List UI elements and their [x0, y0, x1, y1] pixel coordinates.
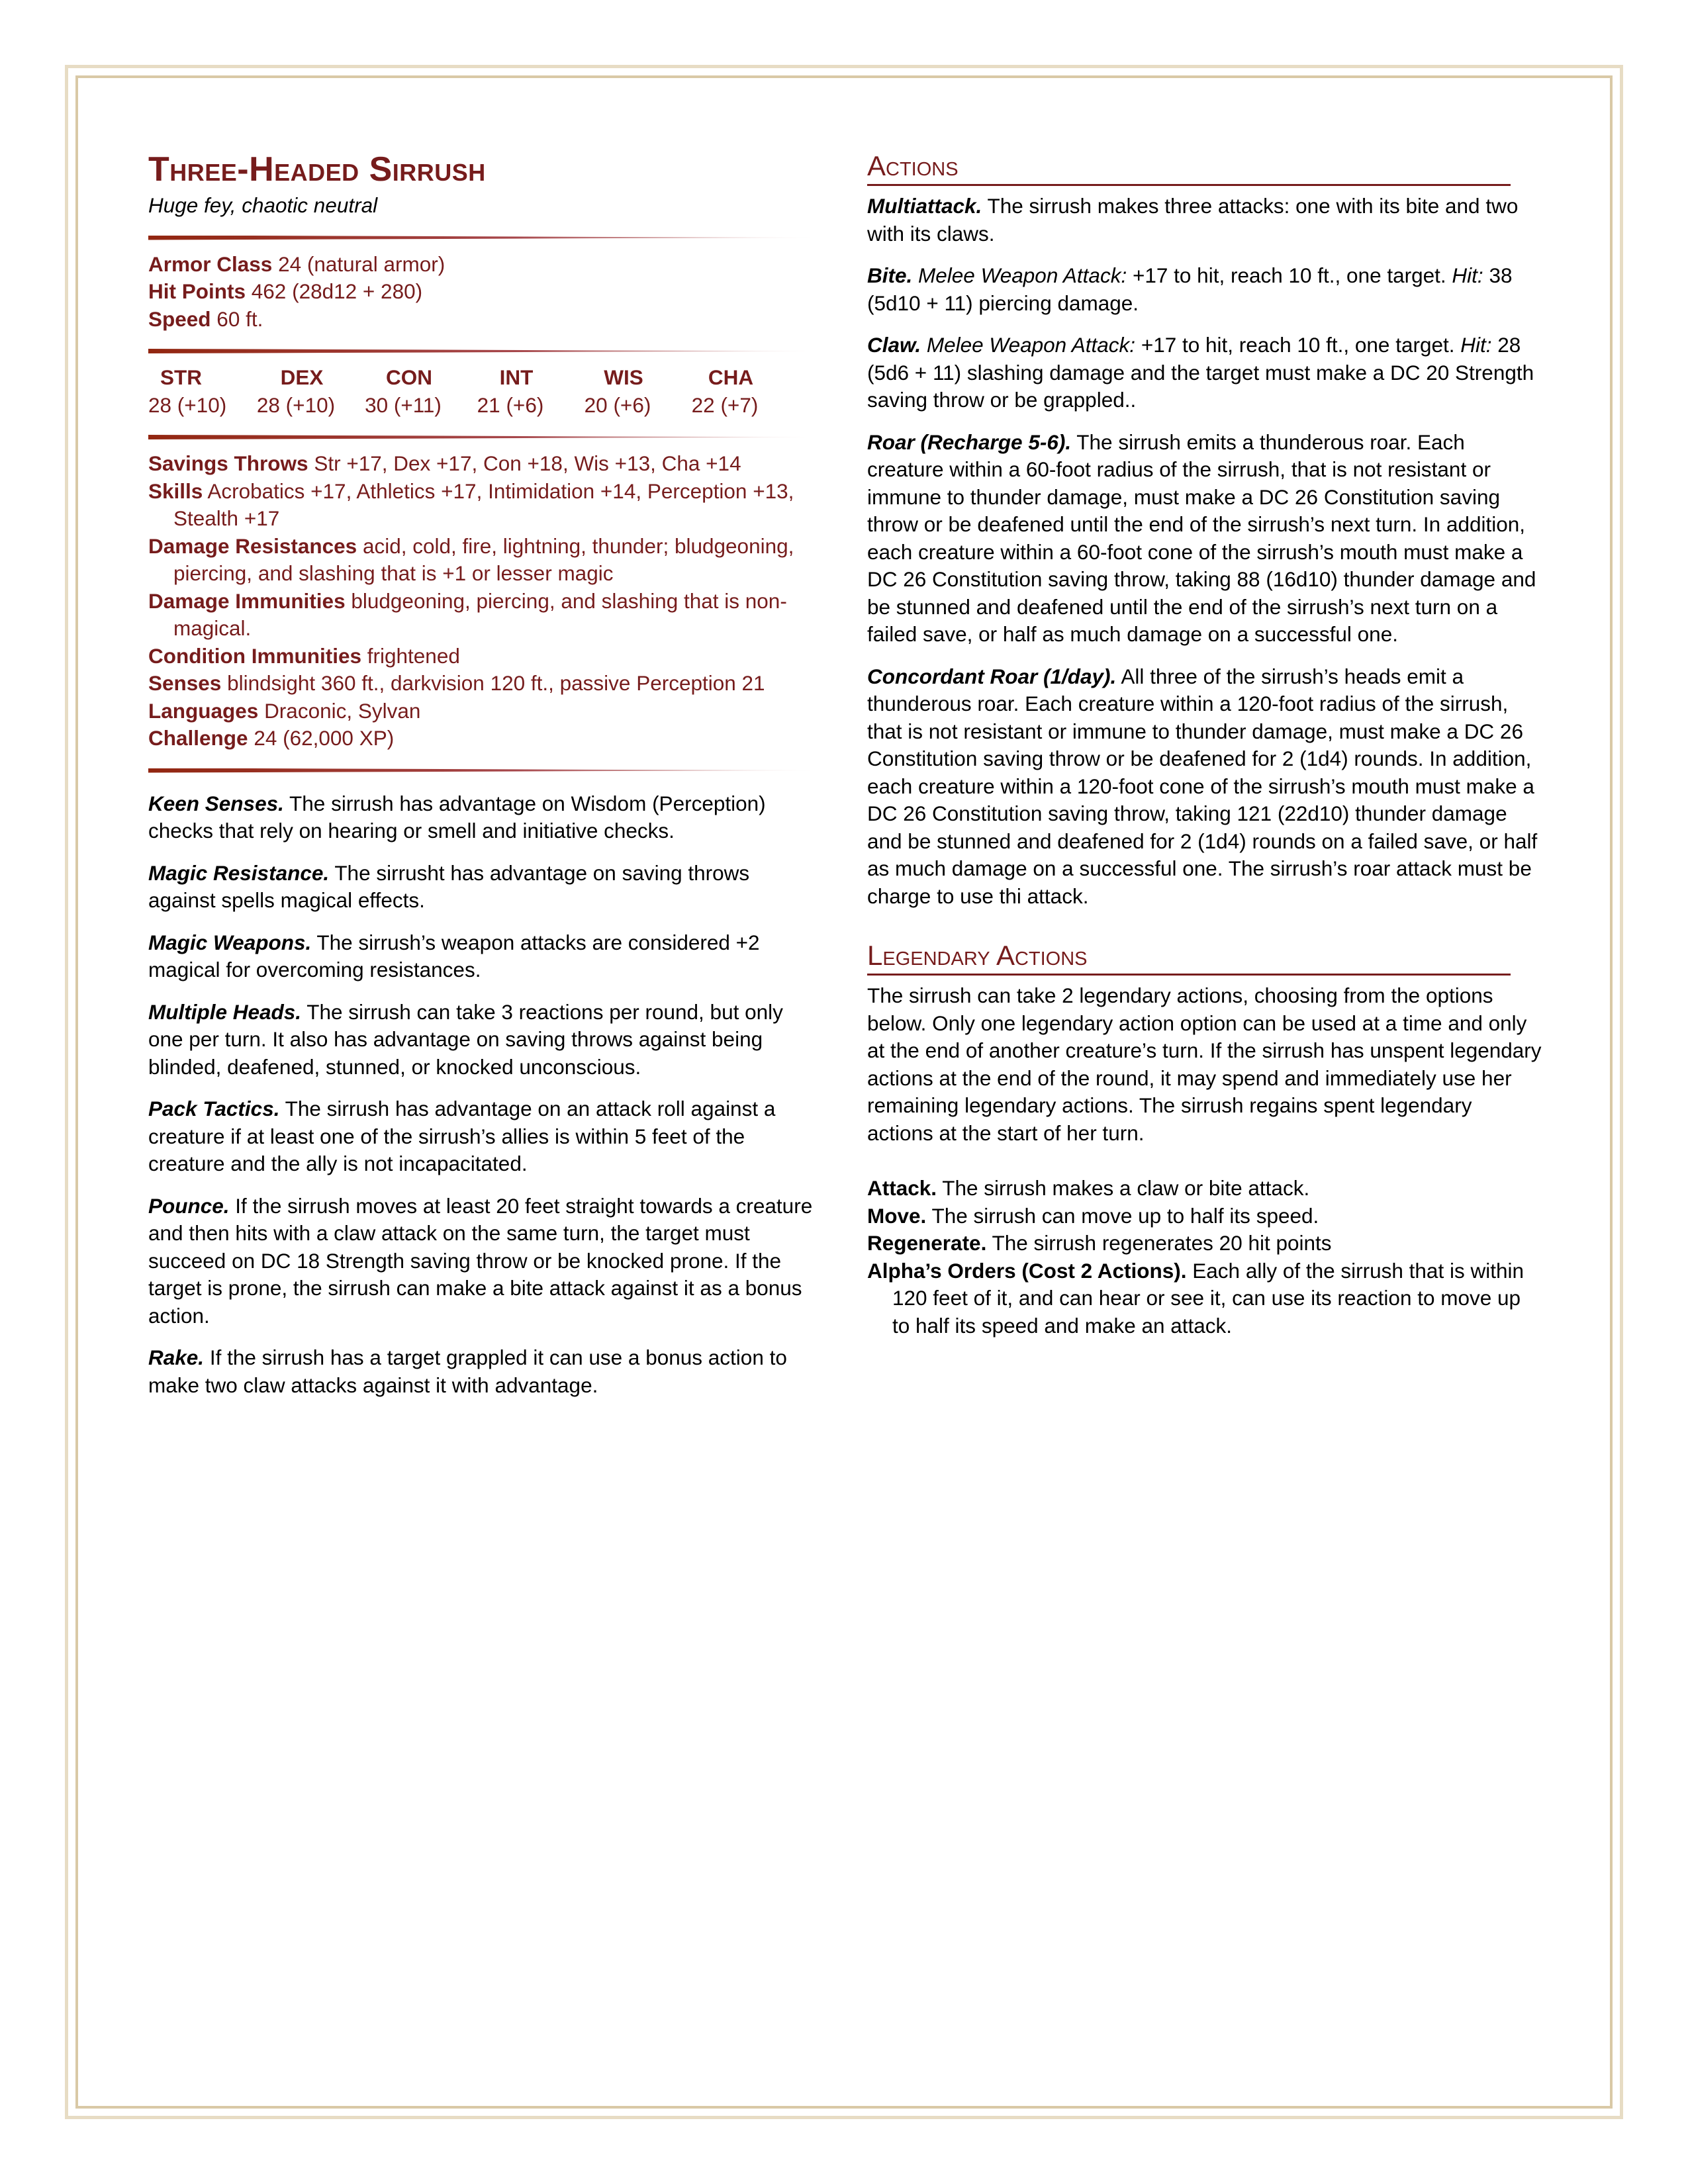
languages: Languages Draconic, Sylvan: [148, 698, 421, 723]
ability-dex: DEX 28 (+10): [256, 365, 336, 417]
tapered-rule: [148, 435, 814, 439]
ability-con: CON 30 (+11): [365, 365, 442, 417]
legendary-action-alphas-orders: Alpha’s Orders (Cost 2 Actions). Each ally of the sirrush that is within 120 feet of it, and can hear or see it, can use its reaction to move up to half its speed and make an attack.: [867, 1258, 1524, 1338]
condition-immunities: Condition Immunities frightened: [148, 643, 460, 668]
trait-pounce: Pounce. If the sirrush moves at least 20 feet straight towards a creature and then hits with a claw attack on the same turn, the target must succeed on DC 18 Strength saving throw or be knocked prone. If the target is prone, the sirrush can make a bite attack against it as a bonus action.: [148, 1193, 813, 1328]
tapered-rule: [148, 768, 814, 773]
hit-points: Hit Points 462 (28d12 + 280): [148, 279, 423, 303]
stat-block: [148, 150, 814, 1414]
damage-resistances: Damage Resistances acid, cold, fire, lightning, thunder; bludgeoning, piercing, and slashing that is +1 or lesser magic: [148, 533, 794, 585]
armor-class: Armor Class 24 (natural armor): [148, 251, 445, 276]
trait-multiple-heads: Multiple Heads. The sirrush can take 3 reactions per round, but only one per turn. It also has advantage on saving throws against being blinded, deafened, stunned, or knocked unconscious.: [148, 999, 783, 1079]
legendary-action-regenerate: Regenerate. The sirrush regenerates 20 hit points: [867, 1231, 1332, 1255]
trait-rake: Rake. If the sirrush has a target grappled it can use a bonus action to make two claw attacks against it with advantage.: [148, 1345, 787, 1397]
actions-column: [867, 150, 1542, 1340]
ability-wis: WIS 20 (+6): [584, 365, 651, 417]
tapered-rule: [148, 236, 814, 240]
actions-heading: Actions: [867, 150, 1511, 186]
trait-magic-weapons: Magic Weapons. The sirrush’s weapon attacks are considered +2 magical for overcoming resistances.: [148, 930, 760, 981]
action-concordant-roar: Concordant Roar (1/day). All three of the sirrush’s heads emit a thunderous roar. Each creature within a 120-foot radius of the sirrush, that is not resistant or immune to thunder damage, must make a DC 26 Constitution saving throw or be deafened for 2 (1d4) rounds. In addition, each creature within a 120-foot cone of the sirrush’s mouth must make a DC 26 Constitution saving throw, taking 121 (22d10) thunder damage and be stunned and deafened for 2 (1d4) rounds on a failed save, or half as much damage on a successful one. The sirrush’s roar attack must be charge to use thi attack.: [867, 664, 1538, 908]
saving-throws: Savings Throws Str +17, Dex +17, Con +18, Wis +13, Cha +14: [148, 451, 741, 475]
ability-int: INT 21 (+6): [477, 365, 544, 417]
ability-str: STR 28 (+10): [148, 365, 227, 417]
trait-pack-tactics: Pack Tactics. The sirrush has advantage on an attack roll against a creature if at least one of the sirrush’s allies is within 5 feet of the creature and the ally is not incapacitated.: [148, 1097, 776, 1175]
legendary-action-move: Move. The sirrush can move up to half its speed.: [867, 1203, 1319, 1228]
legendary-action-attack: Attack. The sirrush makes a claw or bite attack.: [867, 1176, 1310, 1200]
monster-name: Three-Headed Sirrush: [148, 150, 486, 189]
action-multiattack: Multiattack. The sirrush makes three attacks: one with its bite and two with its claws.: [867, 194, 1519, 246]
trait-keen-senses: Keen Senses. The sirrush has advantage on Wisdom (Perception) checks that rely on hearing or smell and initiative checks.: [148, 791, 766, 842]
challenge: Challenge 24 (62,000 XP): [148, 726, 395, 750]
trait-magic-resistance: Magic Resistance. The sirrusht has advantage on saving throws against spells magical effects.: [148, 860, 750, 912]
senses: Senses blindsight 360 ft., darkvision 120 ft., passive Perception 21: [148, 671, 765, 695]
legendary-actions-heading: Legendary Actions: [867, 939, 1511, 976]
action-claw: Claw. Melee Weapon Attack: +17 to hit, reach 10 ft., one target. Hit: 28 (5d6 + 11) slashing damage and the target must make a DC 20 Strength saving throw or be grappled..: [867, 333, 1534, 412]
skills: Skills Acrobatics +17, Athletics +17, Intimidation +14, Perception +13, Stealth +17: [148, 478, 794, 530]
legendary-intro: The sirrush can take 2 legendary actions, choosing from the options below. Only one legendary action option can be used at a time and only at the end of another creature’s turn. If the sirrush has unspent legendary actions at the end of the round, it may spend and immediately use her remaining legendary actions. The sirrush regains spent legendary actions at the start of her turn.: [867, 983, 1542, 1145]
damage-immunities: Damage Immunities bludgeoning, piercing, and slashing that is non-magical.: [148, 588, 787, 640]
action-bite: Bite. Melee Weapon Attack: +17 to hit, reach 10 ft., one target. Hit: 38 (5d10 + 11) piercing damage.: [867, 263, 1513, 315]
ability-scores: [148, 364, 814, 419]
legendary-actions-list: [867, 1175, 1542, 1340]
action-roar: Roar (Recharge 5-6). The sirrush emits a thunderous roar. Each creature within a 60-foot radius of the sirrush, that is not resistant or immune to thunder damage, must make a DC 26 Constitution saving throw or be deafened until the end of the sirrush’s next turn. In addition, each creature within a 60-foot cone of the sirrush’s mouth must make a DC 26 Constitution saving throw, taking 88 (16d10) thunder damage and be stunned and deafened until the end of the sirrush’s next turn on a failed save, or half as much damage on a successful one.: [867, 430, 1536, 646]
monster-type: Huge fey, chaotic neutral: [148, 193, 378, 217]
speed: Speed 60 ft.: [148, 306, 263, 331]
tapered-rule: [148, 349, 814, 353]
ability-cha: CHA 22 (+7): [691, 365, 759, 417]
